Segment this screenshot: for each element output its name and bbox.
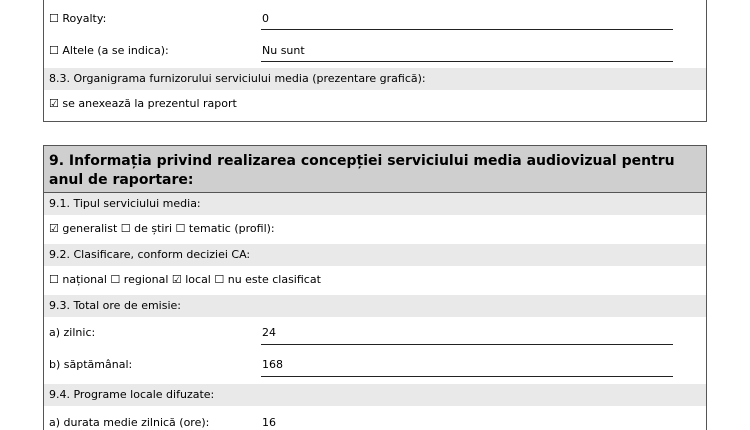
altele-row — [44, 40, 706, 64]
programe-header — [44, 384, 706, 406]
tip-row — [44, 218, 706, 240]
tip-header-text: 9.1. Tipul serviciului media: — [49, 197, 201, 210]
royalty-checkbox-label[interactable]: ☐ Royalty: — [49, 12, 107, 25]
section-9-panel — [43, 145, 707, 430]
clasificare-checkbox-options[interactable]: ☐ național ☐ regional ☑ local ☐ nu este clasificat — [49, 273, 321, 286]
royalty-row — [44, 8, 706, 32]
durata-value[interactable]: 16 — [262, 416, 276, 429]
clasificare-header-text: 9.2. Clasificare, conform deciziei CA: — [49, 248, 251, 261]
royalty-value[interactable]: 0 — [261, 12, 673, 30]
durata-row — [44, 412, 706, 430]
ore-header — [44, 295, 706, 317]
organigrama-checkbox-label[interactable]: ☑ se anexează la prezentul raport — [49, 97, 237, 110]
section-9-title: 9. Informația privind realizarea concepției serviciului media audiovizual pentru anul de raportare: — [49, 153, 675, 188]
altele-checkbox-label[interactable]: ☐ Altele (a se indica): — [49, 44, 169, 57]
tip-header — [44, 193, 706, 215]
organigrama-row — [44, 93, 706, 115]
clasificare-header — [44, 244, 706, 266]
altele-value[interactable]: Nu sunt — [261, 44, 673, 62]
zilnic-label: a) zilnic: — [49, 326, 96, 339]
ore-header-text: 9.3. Total ore de emisie: — [49, 299, 181, 312]
section-8-panel — [43, 0, 707, 122]
saptamanal-value[interactable]: 168 — [261, 358, 673, 377]
section-9-header — [44, 146, 706, 193]
organigrama-header-text: 8.3. Organigrama furnizorului serviciului media (prezentare grafică): — [49, 72, 426, 85]
tip-checkbox-options[interactable]: ☑ generalist ☐ de știri ☐ tematic (profil): — [49, 222, 275, 235]
programe-header-text: 9.4. Programe locale difuzate: — [49, 388, 215, 401]
zilnic-value[interactable]: 24 — [261, 326, 673, 345]
durata-label: a) durata medie zilnică (ore): — [49, 416, 210, 429]
saptamanal-label: b) săptămânal: — [49, 358, 133, 371]
saptamanal-row — [44, 354, 706, 378]
zilnic-row — [44, 322, 706, 346]
organigrama-header — [44, 68, 706, 90]
clasificare-row — [44, 269, 706, 291]
